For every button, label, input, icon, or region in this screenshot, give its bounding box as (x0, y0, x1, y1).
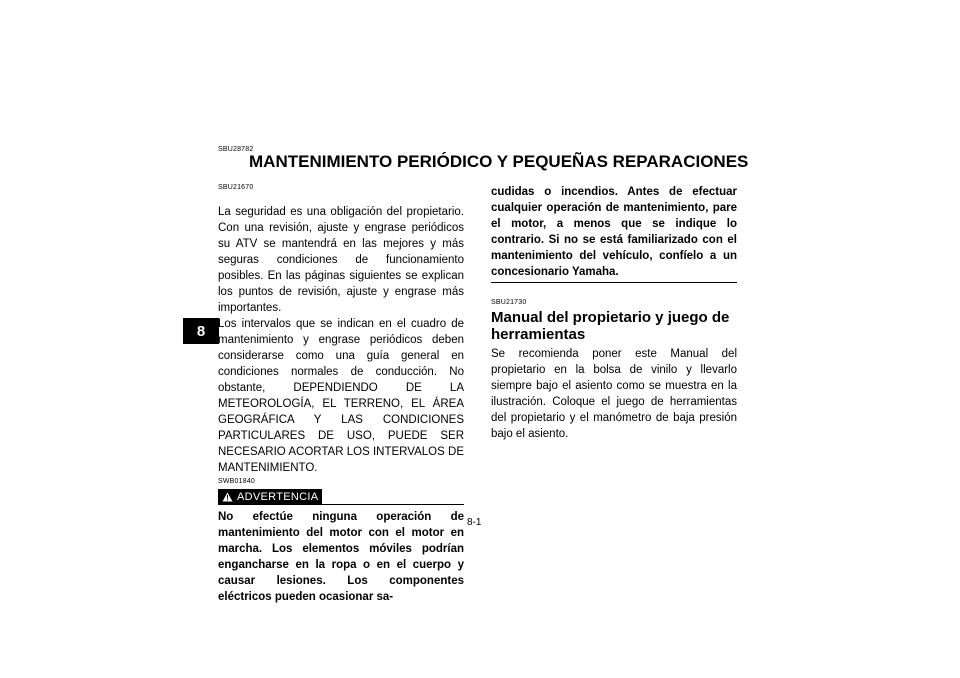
section-code: SBU28782 (218, 146, 254, 153)
warning-text-continued: cudidas o incendios. Antes de efectuar cualquier operación de mantenimiento, pare el motor, a menos que se indique lo contrario. Si no se está familiarizado con el mantenimiento del vehículo, confíelo a un concesionario Yamaha. (491, 184, 737, 283)
paragraph-code: SBU21670 (218, 184, 254, 191)
subsection-paragraph: Se recomienda poner este Manual del propietario en la bolsa de vinilo y llevarlo siempre bajo el asiento como se muestra en la ilustración. Coloque el juego de herramientas del propietario y el manómetro de baja presión bajo el asiento. (491, 348, 737, 440)
warning-code: SWB01840 (218, 478, 256, 485)
left-column (218, 184, 464, 605)
page-number: 8-1 (467, 517, 482, 528)
subsection-title: Manual del propietario y juego de herramientas (491, 309, 730, 343)
subsection-code: SBU21730 (491, 299, 527, 306)
right-column (491, 184, 737, 442)
warning-label: ADVERTENCIA (237, 491, 319, 503)
warning-header (218, 488, 464, 505)
page-title: MANTENIMIENTO PERIÓDICO Y PEQUEÑAS REPARACIONES (249, 152, 749, 171)
intervals-paragraph: Los intervalos que se indican en el cuadro de mantenimiento y engrase periódicos deben considerarse como una guía general en condiciones normales de conducción. No obstante, DEPENDIENDO DE LA METEOROLOGÍA, EL TERRENO, EL ÁREA GEOGRÁFICA Y LAS CONDICIONES PARTICULARES DE USO, PUEDE SER NECESARIO ACORTAR LOS INTERVALOS DE MANTENIMIENTO. (218, 318, 464, 474)
warning-triangle-icon (222, 492, 233, 502)
intro-paragraph: La seguridad es una obligación del propietario. Con una revisión, ajuste y engrase periódicos su ATV se mantendrá en las mejores y más seguras condiciones de funcionamiento posibles. En las páginas siguientes se explican los puntos de revisión, ajuste y engrase más importantes. (218, 206, 464, 314)
chapter-tab: 8 (183, 318, 219, 344)
warning-badge (218, 489, 322, 504)
warning-text: No efectúe ninguna operación de mantenimiento del motor con el motor en marcha. Los elementos móviles podrían engancharse en la ropa o en el cuerpo y causar lesiones. Los componentes eléctricos pueden ocasionar sa- (218, 511, 464, 603)
